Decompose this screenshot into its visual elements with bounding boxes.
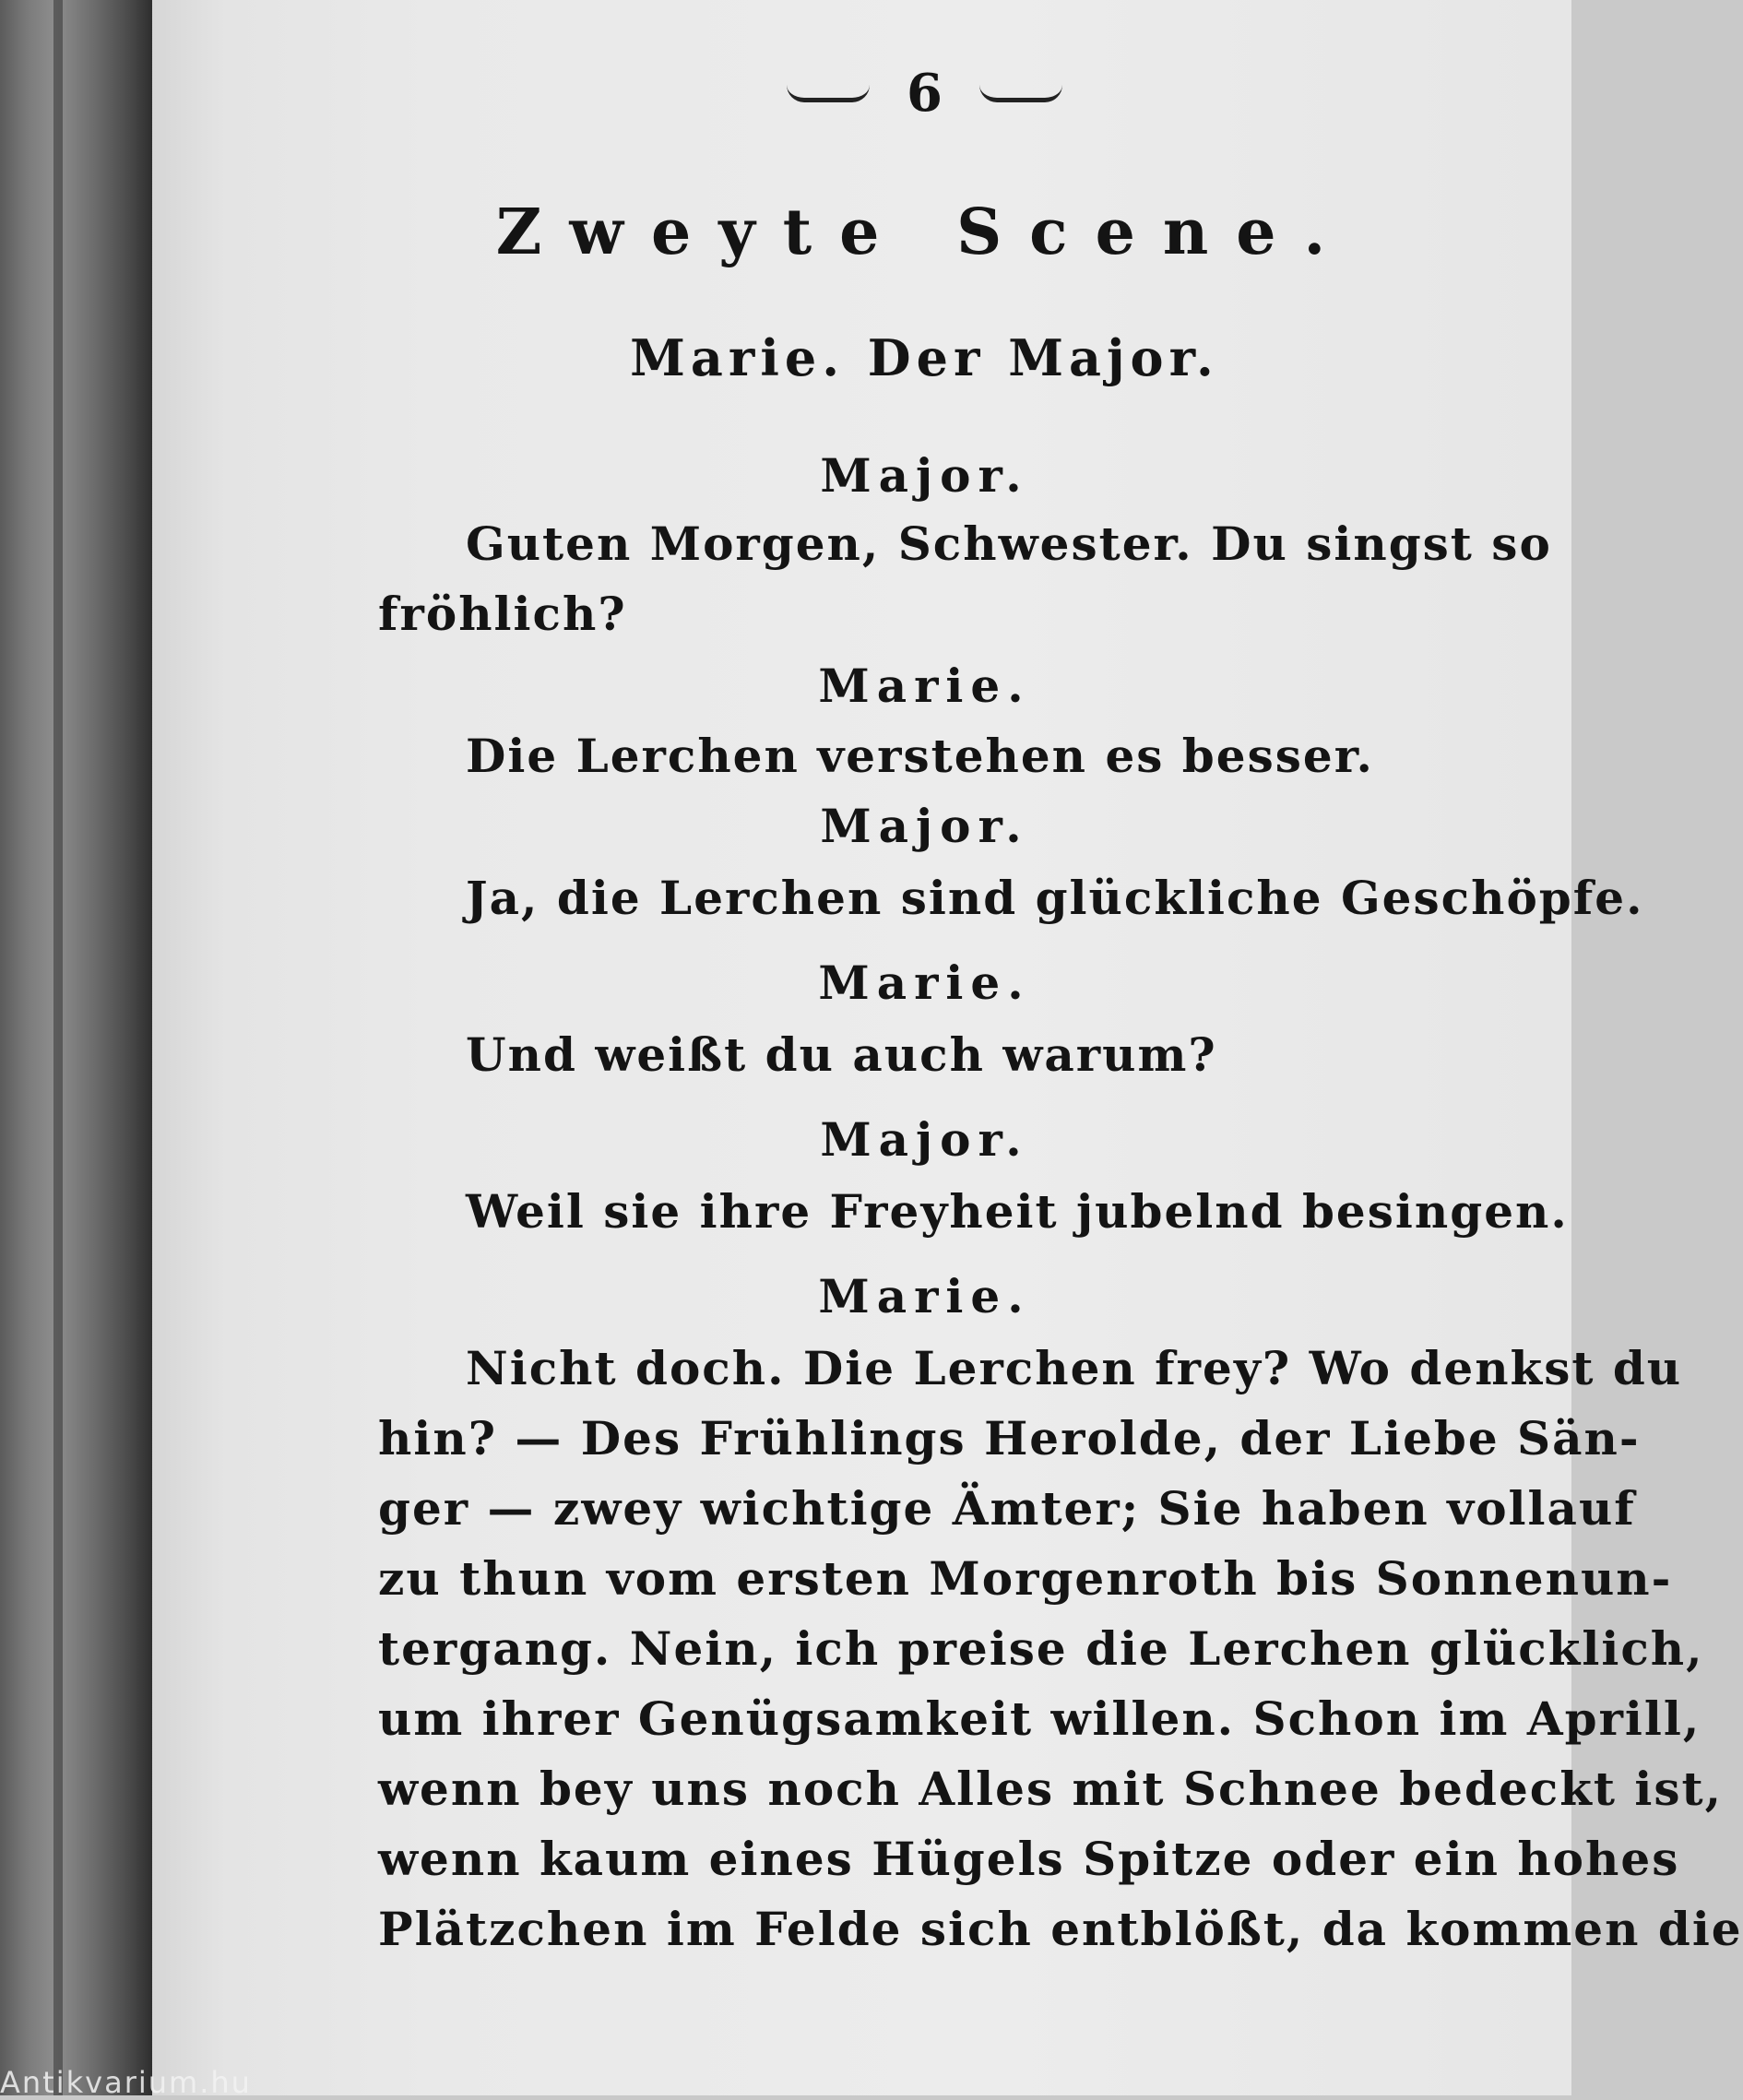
dialogue-line: Nicht doch. Die Lerchen frey? Wo denkst du bbox=[466, 1341, 1683, 1395]
dialogue-line: Weil sie ihre Freyheit jubelnd besingen. bbox=[466, 1184, 1569, 1239]
dialogue-line: Guten Morgen, Schwester. Du singst so bbox=[466, 516, 1552, 571]
dialogue-line: wenn bey uns noch Alles mit Schnee bedeckt ist, bbox=[378, 1762, 1723, 1816]
dialogue-line: Die Lerchen verstehen es besser. bbox=[466, 729, 1374, 783]
dialogue-line: um ihrer Genügsamkeit willen. Schon im Aprill, bbox=[378, 1691, 1702, 1746]
dramatis-personae: Marie. Der Major. bbox=[630, 328, 1219, 387]
dialogue-line: Ja, die Lerchen sind glückliche Geschöpfe. bbox=[466, 871, 1644, 925]
speaker-name: Major. bbox=[820, 799, 1029, 853]
dialogue-line: wenn kaum eines Hügels Spitze oder ein hohes bbox=[378, 1832, 1680, 1886]
right-flourish bbox=[979, 85, 1062, 102]
speaker-name: Marie. bbox=[818, 1269, 1031, 1323]
dialogue-line: fröhlich? bbox=[378, 587, 627, 641]
speaker-name: Marie. bbox=[818, 955, 1031, 1010]
scene-heading: Zweyte Scene. bbox=[495, 196, 1354, 269]
dialogue-line: tergang. Nein, ich preise die Lerchen glücklich, bbox=[378, 1621, 1704, 1676]
speaker-name: Major. bbox=[820, 448, 1029, 503]
speaker-name: Major. bbox=[820, 1112, 1029, 1167]
page-header bbox=[378, 63, 1471, 124]
left-flourish bbox=[787, 85, 870, 102]
speaker-name: Marie. bbox=[818, 658, 1031, 713]
dialogue-line: hin? — Des Frühlings Herolde, der Liebe Sän- bbox=[378, 1411, 1641, 1465]
spine-shadow bbox=[53, 0, 63, 2095]
dialogue-line: zu thun vom ersten Morgenroth bis Sonnenun- bbox=[378, 1551, 1673, 1606]
dialogue-line: Und weißt du auch warum? bbox=[466, 1027, 1217, 1082]
dialogue-line: Plätzchen im Felde sich entblößt, da kommen die bbox=[378, 1902, 1743, 1956]
dialogue-line: ger — zwey wichtige Ämter; Sie haben vollauf bbox=[378, 1481, 1636, 1536]
watermark: Antikvarium.hu bbox=[0, 2065, 252, 2100]
book-spine bbox=[0, 0, 152, 2095]
page-number: 6 bbox=[907, 63, 943, 124]
